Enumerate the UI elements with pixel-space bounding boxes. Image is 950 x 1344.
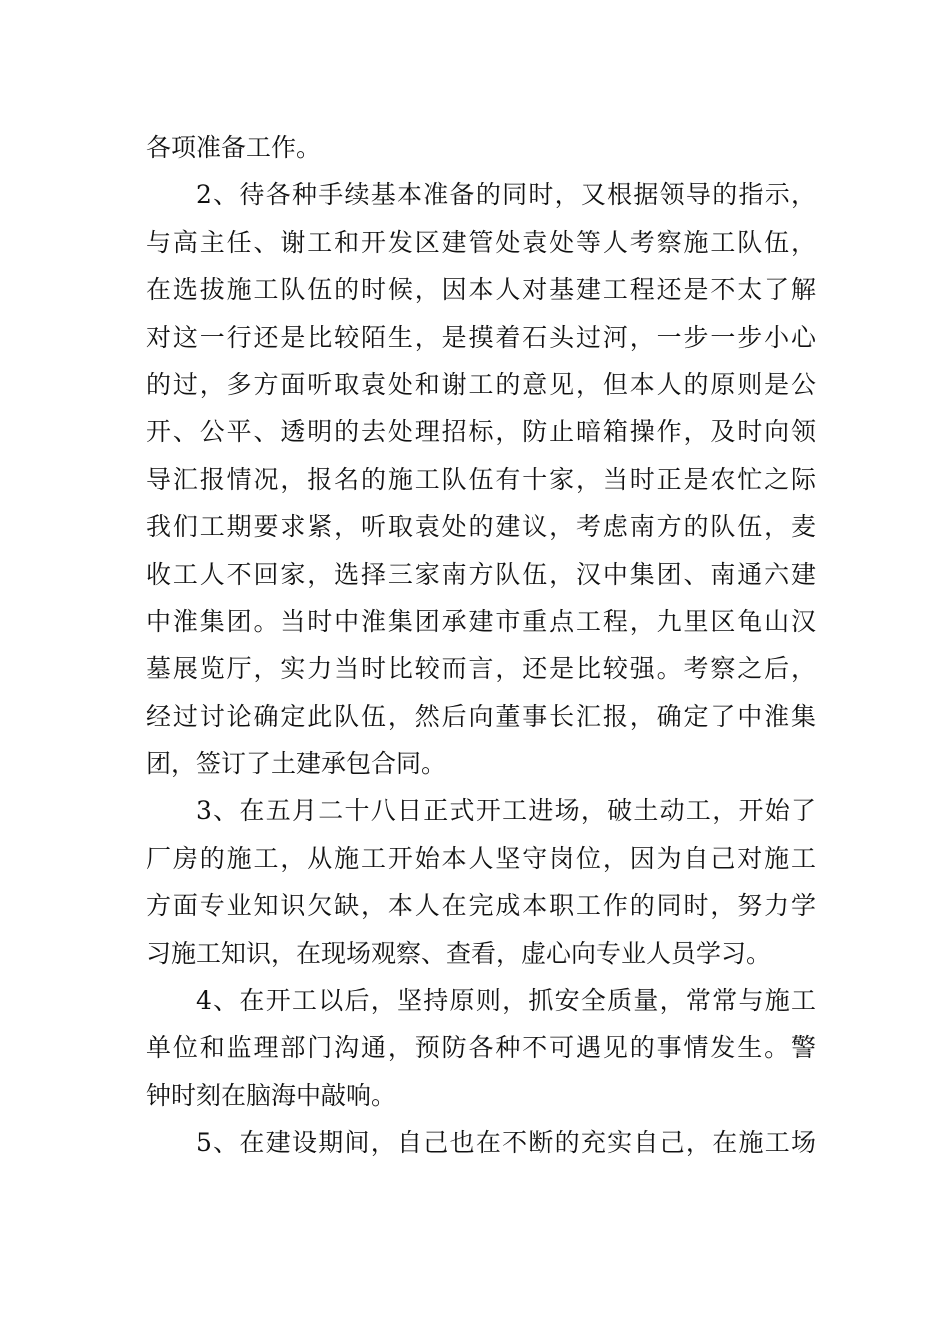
document-page (146, 124, 816, 1167)
text-line: 在选拔施工队伍的时候，因本人对基建工程还是不太了解 (146, 275, 816, 305)
paragraph-4-start: 4、在开工以后，坚持原则，抓安全质量，常常与施工 (196, 986, 816, 1016)
text-line: 方面专业知识欠缺，本人在完成本职工作的同时，努力学 (146, 891, 816, 921)
text-line: 墓展览厅，实力当时比较而言，还是比较强。考察之后， (146, 654, 816, 684)
text-line: 与高主任、谢工和开发区建管处袁处等人考察施工队伍， (146, 227, 816, 257)
text-line: 单位和监理部门沟通，预防各种不可遇见的事情发生。警 (146, 1033, 816, 1063)
text-line: 各项准备工作。 (146, 133, 322, 162)
text-line: 我们工期要求紧，听取袁处的建议，考虑南方的队伍，麦 (146, 512, 816, 542)
text-line: 收工人不回家，选择三家南方队伍，汉中集团、南通六建 (146, 559, 816, 589)
text-line: 习施工知识，在现场观察、查看，虚心向专业人员学习。 (146, 938, 772, 968)
text-line: 对这一行还是比较陌生，是摸着石头过河，一步一步小心 (146, 322, 816, 352)
paragraph-3-start: 3、在五月二十八日正式开工进场，破土动工，开始了 (196, 796, 816, 826)
text-line: 经过讨论确定此队伍，然后向董事长汇报，确定了中淮集 (146, 701, 816, 731)
paragraph-2-start: 2、待各种手续基本准备的同时，又根据领导的指示， (196, 180, 816, 210)
text-line: 的过，多方面听取袁处和谢工的意见，但本人的原则是公 (146, 369, 816, 399)
text-line: 团，签订了土建承包合同。 (146, 749, 447, 779)
text-line: 厂房的施工，从施工开始本人坚守岗位，因为自己对施工 (146, 843, 816, 873)
text-line: 钟时刻在脑海中敲响。 (146, 1080, 397, 1110)
text-line: 中淮集团。当时中淮集团承建市重点工程，九里区龟山汉 (146, 606, 816, 636)
text-line: 导汇报情况，报名的施工队伍有十家，当时正是农忙之际 (146, 464, 816, 494)
text-line: 开、公平、透明的去处理招标，防止暗箱操作，及时向领 (146, 417, 816, 447)
paragraph-5-start: 5、在建设期间，自己也在不断的充实自己，在施工场 (196, 1128, 816, 1158)
